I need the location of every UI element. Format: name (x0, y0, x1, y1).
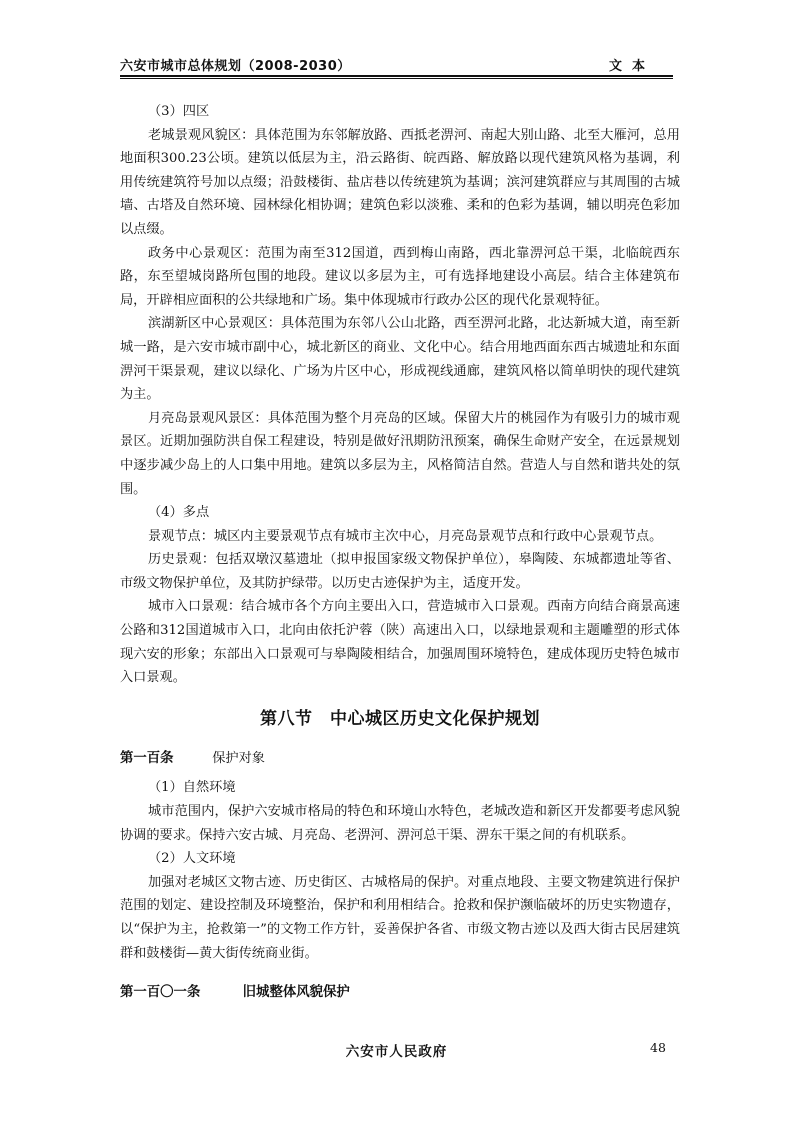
paragraph-city-entrance: 城市入口景观：结合城市各个方向主要出入口，营造城市入口景观。西南方向结合商景高速公路和312国道城市入口，北向由依托沪蓉（陕）高速出入口，以绿地景观和主题雕塑的形式体现六安的形象；东部出入口景观可与皋陶陵相结合，加强周围环境特色，建成体现历史特色城市入口景观。 (120, 599, 680, 686)
article-title: 保护对象 (212, 750, 265, 766)
section-title: 第八节 中心城区历史文化保护规划 (260, 708, 540, 729)
paragraph-old-city-district: 老城景观风貌区：具体范围为东邻解放路、西抵老淠河、南起大别山路、北至大雁河，总用地面积300.23公顷。建筑以低层为主，沿云路街、皖西路、解放路以现代建筑风格为基调，利用传统建筑符号加以点缀；沿鼓楼街、盐店巷以传统建筑为基调；滨河建筑群应与其周围的古城墙、古塔及自然环境、园林绿化相协调；建筑色彩以淡雅、柔和的色彩为基调，辅以明亮色彩加以点缀。 (120, 127, 680, 237)
subheading-four-districts: （3）四区 (148, 104, 210, 119)
paragraph-lakeside-new-district: 滨湖新区中心景观区：具体范围为东邻八公山北路，西至淠河北路，北达新城大道，南至新城一路，是六安市城市副中心，城北新区的商业、文化中心。结合用地西面东西古城遗址和东面淠河干渠景观，建议以绿化、广场为片区中心，形成视线通廊，建筑风格以简单明快的现代建筑为主。 (120, 316, 680, 403)
article-title: 旧城整体风貌保护 (242, 985, 350, 1001)
page-header (120, 55, 673, 77)
paragraph-landscape-nodes: 景观节点：城区内主要景观节点有城市主次中心，月亮岛景观节点和行政中心景观节点。 (148, 528, 663, 544)
footer-organization: 六安市人民政府 (345, 1044, 448, 1060)
paragraph-cultural-environment: 加强对老城区文物古迹、历史街区、古城格局的保护。对重点地段、主要文物建筑进行保护范围的划定、建设控制及环境整治，保护和利用相结合。抢救和保护濒临破坏的历史实物遗存，以“保护为主，抢救第一”的文物工作方针，妥善保护各省、市级文物古迹以及西大街古民居建筑群和鼓楼街—黄大街传统商业街。 (120, 874, 680, 961)
document-title: 六安市城市总体规划（2008-2030） (120, 59, 351, 74)
subheading-multi-points: （4）多点 (148, 505, 210, 521)
article-101-heading (120, 981, 680, 1000)
header-rule-thin (120, 78, 673, 79)
paragraph-historic-landscape: 历史景观：包括双墩汉墓遗址（拟申报国家级文物保护单位），皋陶陵、东城都遗址等省、市级文物保护单位，及其防护绿带。以历史古迹保护为主，适度开发。 (120, 552, 680, 591)
page-number: 48 (650, 1040, 666, 1055)
header-rule-thick (120, 75, 673, 77)
subheading-cultural-environment: （2）人文环境 (148, 851, 236, 867)
document-type: 文本 (608, 59, 655, 74)
document-body (120, 100, 680, 1000)
paragraph-moon-island: 月亮岛景观风景区：具体范围为整个月亮岛的区域。保留大片的桃园作为有吸引力的城市观景区。近期加强防洪自保工程建设，特别是做好汛期防汛预案，确保生命财产安全，在远景规划中逐步减少岛上的人口集中用地。建筑以多层为主，风格简洁自然。营造人与自然和谐共处的氛围。 (120, 410, 680, 497)
paragraph-natural-environment: 城市范围内，保护六安城市格局的特色和环境山水特色，老城改造和新区开发都要考虑风貌协调的要求。保持六安古城、月亮岛、老淠河、淠河总干渠、淠东干渠之间的有机联系。 (120, 804, 680, 843)
paragraph-government-center: 政务中心景观区：范围为南至312国道，西到梅山南路，西北靠淠河总干渠，北临皖西东路，东至望城岗路所包围的地段。建议以多层为主，可有选择地建设小高层。结合主体建筑布局，开辟相应面积的公共绿地和广场。集中体现城市行政办公区的现代化景观特征。 (120, 245, 680, 308)
article-100-heading (120, 747, 680, 771)
article-number: 第一百条 (120, 750, 174, 766)
article-number: 第一百〇一条 (120, 985, 201, 1001)
subheading-natural-environment: （1）自然环境 (148, 780, 236, 796)
